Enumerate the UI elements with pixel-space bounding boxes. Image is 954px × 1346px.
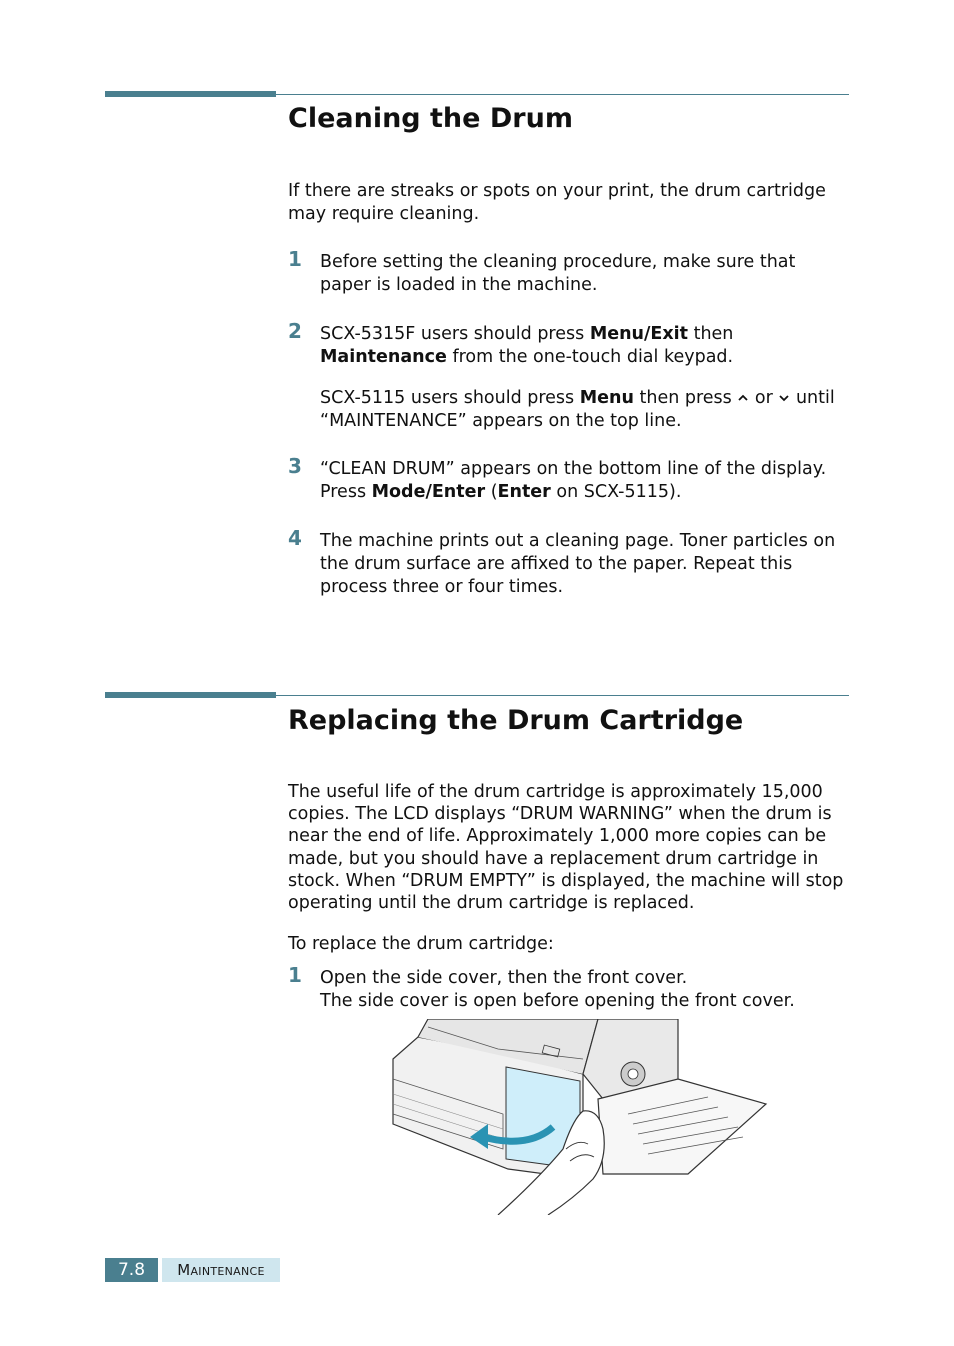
intro-paragraph [288, 180, 853, 225]
text-line: Press Mode/Enter (Enter on SCX-5115). [320, 482, 682, 502]
text-line: “MAINTENANCE” appears on the top line. [320, 411, 682, 431]
text-line: the drum surface are affixed to the paper. Repeat this [320, 554, 793, 574]
section-rule-thin [276, 94, 849, 95]
step-number: 3 [288, 454, 302, 478]
text-line: made, but you should have a replacement drum cartridge in [288, 848, 819, 869]
step-number: 1 [288, 247, 302, 271]
text-line: The side cover is open before opening the front cover. [320, 991, 795, 1011]
section-title: Cleaning the Drum [288, 103, 573, 134]
text-line: If there are streaks or spots on your print, the drum cartridge [288, 181, 826, 201]
text-line: Open the side cover, then the front cover. [320, 968, 688, 988]
section-rule-thin [276, 695, 849, 696]
printer-illustration [388, 1019, 768, 1215]
section-title: Replacing the Drum Cartridge [288, 705, 744, 736]
section-rule-thick [105, 91, 276, 97]
step-text [320, 251, 855, 297]
chapter-label: Maintenance [162, 1258, 280, 1282]
text-line: The machine prints out a cleaning page. Toner particles on [320, 531, 836, 551]
text-line: process three or four times. [320, 577, 564, 597]
step-text [320, 530, 855, 599]
lead-text: To replace the drum cartridge: [288, 934, 554, 954]
step-text [320, 458, 855, 504]
text-line: The useful life of the drum cartridge is approximately 15,000 [288, 782, 823, 802]
step-text [320, 323, 855, 433]
text-line: may require cleaning. [288, 203, 480, 224]
step-text [320, 967, 855, 1013]
text-line: “CLEAN DRUM” appears on the bottom line of the display. [320, 459, 827, 479]
page-number: 7.8 [105, 1258, 158, 1282]
section-rule-thick [105, 692, 276, 698]
chevron-up-icon [737, 392, 749, 404]
step-number: 2 [288, 319, 302, 343]
text-line: Before setting the cleaning procedure, make sure that [320, 252, 796, 272]
text-line: Maintenance from the one-touch dial keypad. [320, 347, 734, 367]
step-number: 4 [288, 526, 302, 550]
text-line: operating until the drum cartridge is replaced. [288, 893, 695, 914]
text-line: SCX-5115 users should press Menu then press or until [320, 388, 835, 408]
text-line: SCX-5315F users should press Menu/Exit then [320, 324, 734, 344]
text-line: paper is loaded in the machine. [320, 275, 598, 295]
chevron-down-icon [778, 392, 790, 404]
step-number: 1 [288, 963, 302, 987]
intro-paragraph [288, 781, 853, 914]
text-line: stock. When “DRUM EMPTY” is displayed, the machine will stop [288, 870, 844, 891]
text-line: near the end of life. Approximately 1,000 more copies can be [288, 826, 827, 847]
text-line: copies. The LCD displays “DRUM WARNING” when the drum is [288, 804, 832, 825]
